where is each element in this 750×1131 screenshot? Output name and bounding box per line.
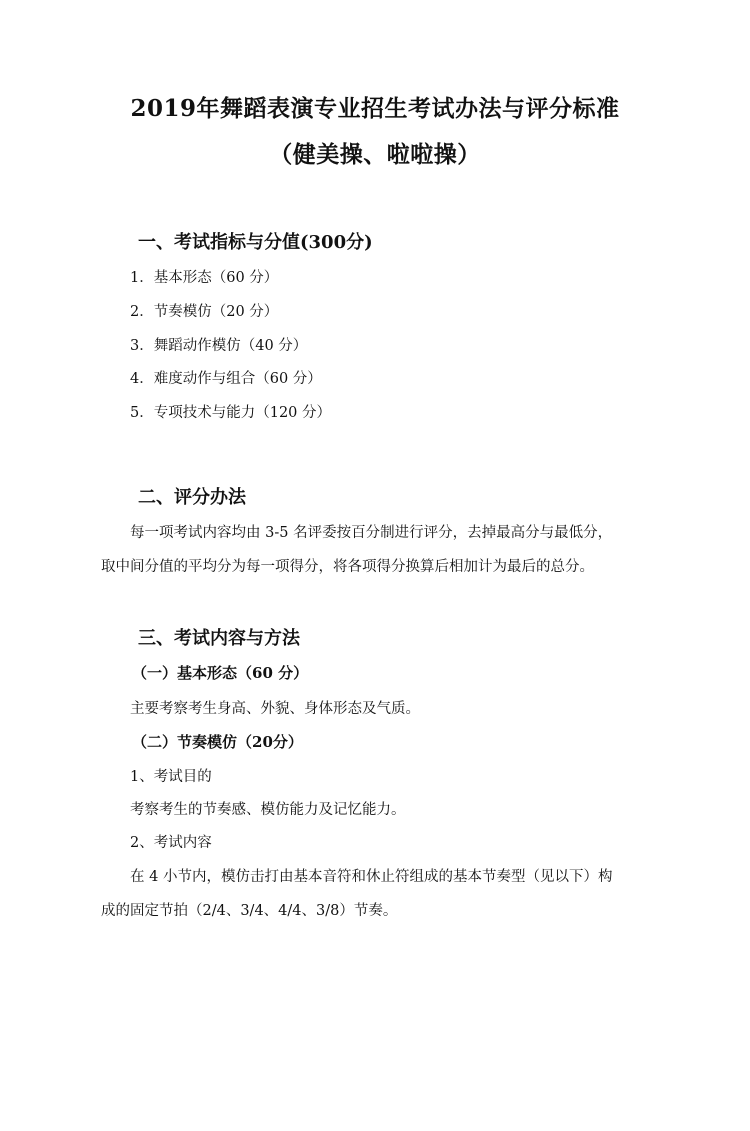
section-heading-indicators: 一、考试指标与分值(300分) (138, 232, 373, 253)
indicator-item: 1．基本形态（60 分） (130, 270, 279, 286)
scoring-paragraph-line: 取中间分值的平均分为每一项得分，将各项得分换算后相加计为最后的总分。 (101, 559, 594, 575)
subsection-heading-rhythm: （二）节奏模仿（20分） (132, 733, 303, 751)
document-subtitle: （健美操、啦啦操） (269, 141, 481, 168)
rhythm-content-line: 成的固定节拍（2/4、3/4、4/4、3/8）节奏。 (101, 903, 398, 919)
indicator-item: 3．舞蹈动作模仿（40 分） (130, 338, 308, 354)
section-heading-scoring: 二、评分办法 (138, 487, 246, 508)
rhythm-content-line: 在 4 小节内，模仿击打由基本音符和休止符组成的基本节奏型（见以下）构 (130, 869, 613, 885)
posture-text: 主要考察考生身高、外貌、身体形态及气质。 (130, 701, 420, 717)
subsection-heading-posture: （一）基本形态（60 分） (132, 664, 309, 682)
indicator-item: 4．难度动作与组合（60 分） (130, 371, 322, 387)
rhythm-purpose-label: 1、考试目的 (130, 769, 212, 785)
document-title: 2019年舞蹈表演专业招生考试办法与评分标准 (130, 95, 620, 122)
scoring-paragraph-line: 每一项考试内容均由 3-5 名评委按百分制进行评分，去掉最高分与最低分， (130, 525, 613, 541)
indicator-item: 5．专项技术与能力（120 分） (130, 405, 332, 421)
rhythm-content-label: 2、考试内容 (130, 835, 212, 851)
indicator-item: 2．节奏模仿（20 分） (130, 304, 279, 320)
rhythm-purpose-text: 考察考生的节奏感、模仿能力及记忆能力。 (130, 802, 406, 818)
section-heading-content: 三、考试内容与方法 (138, 628, 300, 649)
